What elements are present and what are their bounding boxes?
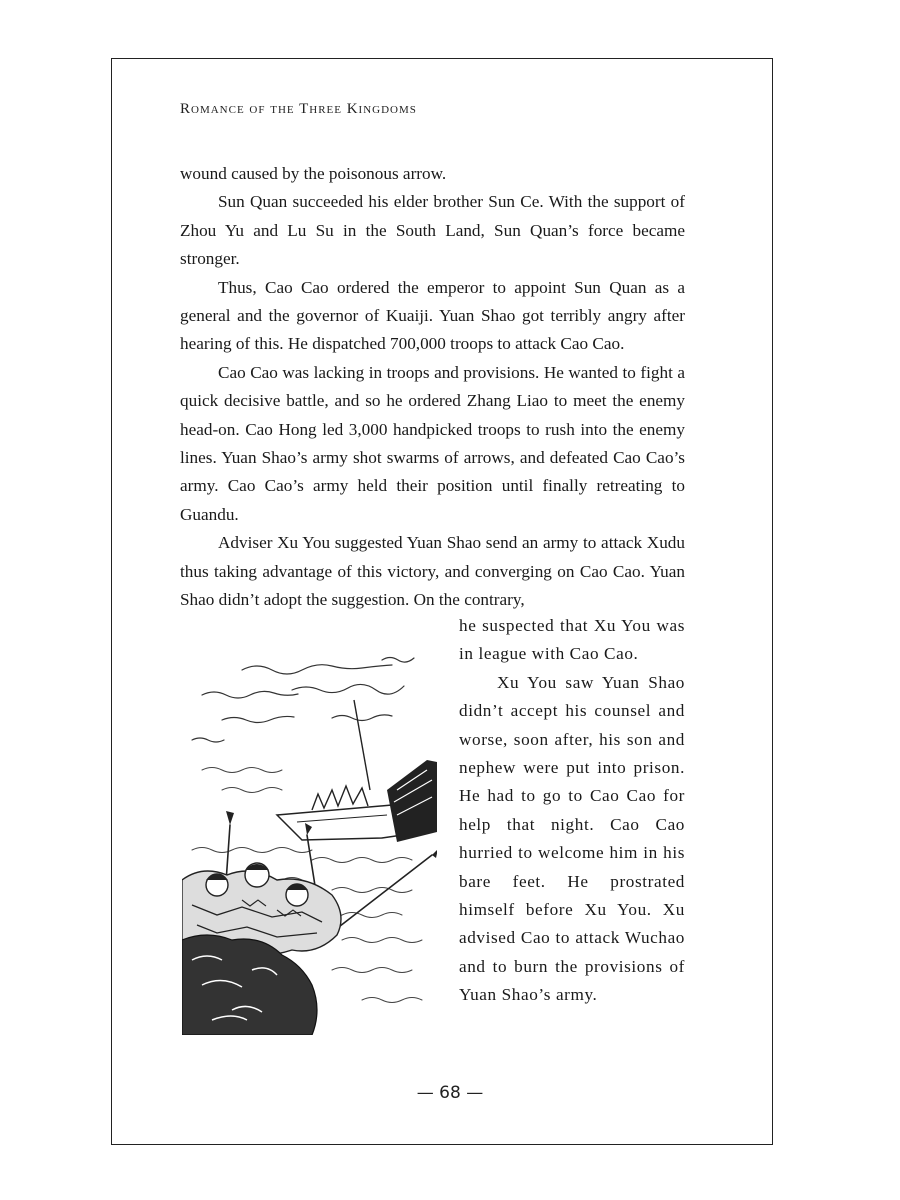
paragraph-5: Adviser Xu You suggested Yuan Shao send an army to attack Xudu thus taking advantage of this victory, and converging on Cao Cao. Yuan Shao didn’t adopt the suggestion. On the contrary, — [180, 533, 685, 610]
paragraph-3: Thus, Cao Cao ordered the emperor to appoint Sun Quan as a general and the governor of Kuaiji. Yuan Shao got terribly angry after hearing of this. He dispatched 700,000 troops to attack Cao Cao. — [180, 277, 685, 354]
boat-graphic — [277, 760, 437, 842]
running-head-title: Romance of the Three Kingdoms — [180, 101, 417, 117]
paragraph-5-continued: he suspected that Xu You was in league with Cao Cao. — [459, 616, 685, 664]
paragraph-6: Xu You saw Yuan Shao didn’t accept his counsel and worse, soon after, his son and nephew were put into prison. He had to go to Cao Cao for help that night. Cao Cao hurried to welcome him in his bare feet. He prostrated himself before Xu You. Xu advised Cao to attack Wuchao and to burn the provisions of Yuan Shao’s army. — [459, 672, 685, 1005]
page-number: — 68 — — [416, 1083, 484, 1103]
battle-illustration — [182, 640, 437, 1035]
main-text — [180, 160, 685, 615]
paragraph-2: Sun Quan succeeded his elder brother Sun Ce. With the support of Zhou Yu and Lu Su in the South Land, Sun Quan’s force became stronger. — [180, 192, 685, 269]
mast-line — [354, 700, 370, 790]
paragraph-4: Cao Cao was lacking in troops and provisions. He wanted to fight a quick decisive battle, and so he ordered Zhang Liao to meet the enemy head-on. Cao Hong led 3,000 handpicked troops to rush into the enemy lines. Yuan Shao’s army shot swarms of arrows, and defeated Cao Cao’s army. Cao Cao’s army held their position until finally retreating to Guandu. — [180, 362, 685, 524]
wrapped-text — [459, 612, 685, 1010]
paragraph-1: wound caused by the poisonous arrow. — [180, 164, 447, 183]
